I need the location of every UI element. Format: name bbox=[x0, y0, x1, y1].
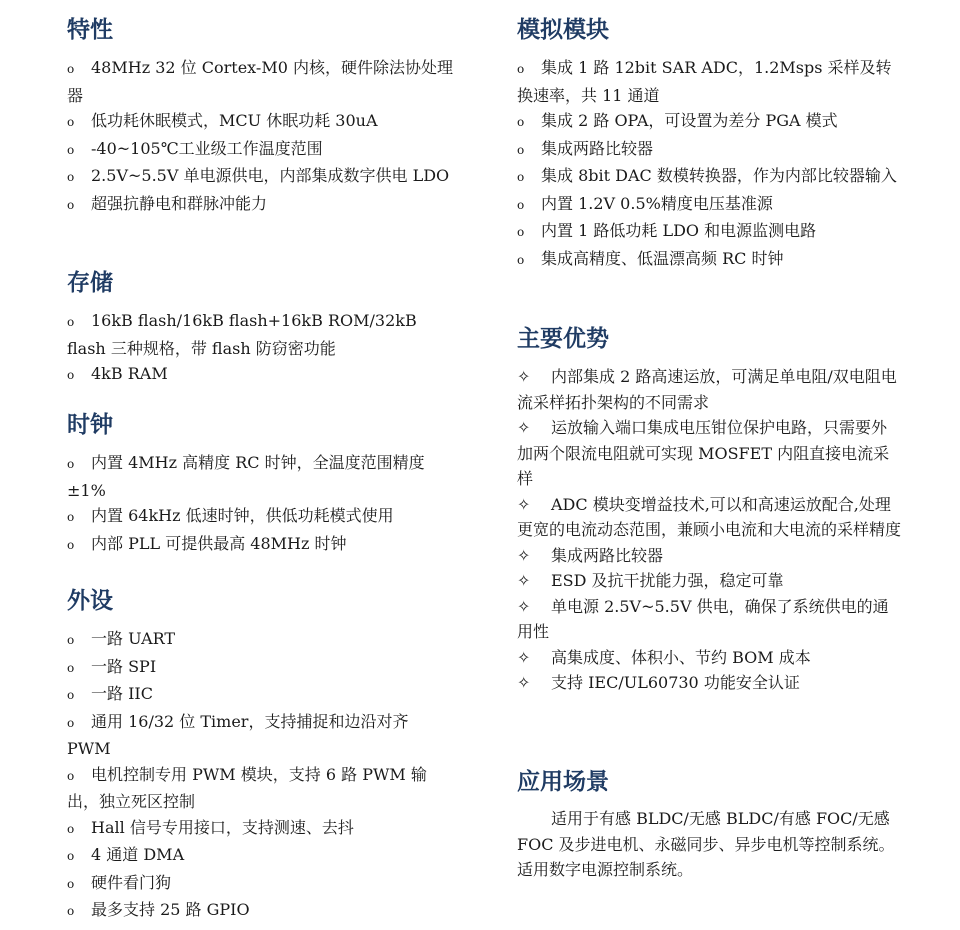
list-item bbox=[517, 246, 902, 274]
list-item bbox=[67, 108, 457, 136]
list-item-text: 高集成度、体积小、节约 BOM 成本 bbox=[551, 647, 811, 667]
list-item bbox=[67, 503, 457, 531]
list-item-text: 支持 IEC/UL60730 功能安全认证 bbox=[551, 673, 800, 692]
list-item-text: 内部 PLL 可提供最高 48MHz 时钟 bbox=[91, 533, 347, 553]
circle-bullet-icon: o bbox=[67, 142, 75, 157]
circle-bullet-icon: o bbox=[517, 115, 525, 129]
list-item-text: 4kB RAM bbox=[91, 364, 168, 383]
list-item-text: 内部集成 2 路高速运放，可满足单电阻/双电阻电流采样拓扑架构的不同需求 bbox=[517, 367, 897, 412]
list-item-text: 一路 SPI bbox=[91, 656, 157, 676]
circle-bullet-icon: o bbox=[67, 170, 75, 184]
circle-bullet-icon: o bbox=[67, 537, 75, 552]
list-item-text: Hall 信号专用接口，支持测速、去抖 bbox=[91, 817, 354, 837]
list-item bbox=[67, 361, 457, 389]
list-item bbox=[67, 897, 457, 925]
list-item-text: 集成 1 路 12bit SAR ADC，1.2Msps 采样及转换速率，共 11 通道 bbox=[517, 58, 892, 105]
list-item bbox=[67, 163, 457, 191]
circle-bullet-icon: o bbox=[517, 197, 525, 212]
advantages-section bbox=[517, 322, 902, 696]
list-item-text: 电机控制专用 PWM 模块，支持 6 路 PWM 输出，独立死区控制 bbox=[67, 764, 427, 811]
diamond-bullet-icon: ✧ bbox=[517, 494, 531, 514]
diamond-bullet-icon: ✧ bbox=[517, 647, 531, 667]
advantages-list bbox=[517, 364, 902, 696]
circle-bullet-icon: o bbox=[517, 252, 525, 267]
list-item-text: 低功耗休眠模式，MCU 休眠功耗 30uA bbox=[91, 111, 378, 130]
peripherals-section bbox=[67, 584, 457, 925]
applications-text: 适用于有感 BLDC/无感 BLDC/有感 FOC/无感 FOC 及步进电机、永磁同步、异步电机等控制系统。适用数字电源控制系统。 bbox=[517, 809, 895, 879]
circle-bullet-icon: o bbox=[67, 510, 75, 524]
list-item-text: 2.5V~5.5V 单电源供电，内部集成数字供电 LDO bbox=[91, 166, 450, 185]
list-item bbox=[67, 626, 457, 654]
list-item bbox=[67, 709, 457, 762]
list-item bbox=[517, 218, 902, 246]
list-item-text: 集成 8bit DAC 数模转换器，作为内部比较器输入 bbox=[541, 166, 897, 185]
features-section bbox=[67, 13, 457, 218]
circle-bullet-icon: o bbox=[67, 660, 75, 675]
list-item bbox=[67, 815, 457, 843]
list-item-text: 集成两路比较器 bbox=[551, 545, 664, 565]
diamond-bullet-icon: ✧ bbox=[517, 673, 531, 692]
list-item-text: 16kB flash/16kB flash+16kB ROM/32kB flash 三种规格，带 flash 防窃密功能 bbox=[67, 311, 417, 358]
list-item bbox=[67, 308, 457, 361]
features-heading: 特性 bbox=[67, 17, 113, 43]
storage-list bbox=[67, 308, 457, 389]
list-item-text: ESD 及抗干扰能力强，稳定可靠 bbox=[551, 571, 784, 590]
diamond-bullet-icon: ✧ bbox=[517, 418, 531, 437]
list-item bbox=[67, 191, 457, 219]
diamond-bullet-icon: ✧ bbox=[517, 545, 531, 565]
circle-bullet-icon: o bbox=[67, 849, 75, 863]
applications-section bbox=[517, 765, 902, 883]
list-item bbox=[67, 762, 457, 815]
list-item bbox=[517, 191, 902, 219]
analog-list bbox=[517, 55, 902, 273]
list-item bbox=[67, 55, 457, 108]
list-item-text: 超强抗静电和群脉冲能力 bbox=[91, 193, 268, 213]
circle-bullet-icon: o bbox=[517, 170, 525, 184]
peripherals-list bbox=[67, 626, 457, 925]
advantages-heading: 主要优势 bbox=[517, 326, 609, 352]
circle-bullet-icon: o bbox=[67, 715, 75, 730]
list-item-text: -40~105℃工业级工作温度范围 bbox=[91, 138, 323, 158]
circle-bullet-icon: o bbox=[67, 457, 75, 471]
circle-bullet-icon: o bbox=[67, 115, 75, 129]
diamond-bullet-icon: ✧ bbox=[517, 367, 531, 386]
circle-bullet-icon: o bbox=[67, 821, 75, 836]
circle-bullet-icon: o bbox=[67, 315, 75, 329]
circle-bullet-icon: o bbox=[67, 688, 75, 702]
list-item bbox=[517, 163, 902, 191]
list-item-text: 集成两路比较器 bbox=[541, 138, 654, 158]
list-item-text: 最多支持 25 路 GPIO bbox=[91, 900, 250, 919]
list-item bbox=[517, 645, 902, 671]
list-item bbox=[67, 136, 457, 164]
list-item bbox=[67, 870, 457, 898]
applications-heading: 应用场景 bbox=[517, 769, 609, 795]
circle-bullet-icon: o bbox=[67, 633, 75, 647]
clock-section bbox=[67, 408, 457, 558]
features-list bbox=[67, 55, 457, 218]
list-item bbox=[67, 842, 457, 870]
storage-section bbox=[67, 266, 457, 389]
list-item bbox=[517, 364, 902, 415]
list-item-text: 单电源 2.5V~5.5V 供电，确保了系统供电的通用性 bbox=[517, 596, 889, 641]
list-item bbox=[517, 594, 902, 645]
list-item-text: 一路 IIC bbox=[91, 684, 153, 703]
diamond-bullet-icon: ✧ bbox=[517, 596, 531, 616]
diamond-bullet-icon: ✧ bbox=[517, 571, 531, 590]
list-item-text: 内置 1 路低功耗 LDO 和电源监测电路 bbox=[541, 221, 817, 240]
list-item bbox=[517, 55, 902, 108]
list-item bbox=[517, 136, 902, 164]
circle-bullet-icon: o bbox=[67, 368, 75, 382]
list-item-text: 内置 64kHz 低速时钟，供低功耗模式使用 bbox=[91, 506, 394, 525]
list-item-text: 运放输入端口集成电压钳位保护电路，只需要外加两个限流电阻就可实现 MOSFET 内阻直接电流采样 bbox=[517, 418, 890, 488]
list-item bbox=[67, 450, 457, 503]
list-item bbox=[517, 568, 902, 594]
list-item-text: 一路 UART bbox=[91, 629, 176, 648]
list-item-text: ADC 模块变增益技术,可以和高速运放配合,处理更宽的电流动态范围，兼顾小电流和大电流的采样精度 bbox=[517, 494, 902, 539]
list-item bbox=[517, 415, 902, 492]
circle-bullet-icon: o bbox=[67, 197, 75, 212]
circle-bullet-icon: o bbox=[67, 904, 75, 918]
analog-heading: 模拟模块 bbox=[517, 17, 609, 43]
list-item-text: 内置 4MHz 高精度 RC 时钟，全温度范围精度 ±1% bbox=[67, 453, 425, 500]
storage-heading: 存储 bbox=[67, 270, 113, 296]
circle-bullet-icon: o bbox=[67, 876, 75, 891]
clock-list bbox=[67, 450, 457, 558]
list-item bbox=[517, 670, 902, 696]
circle-bullet-icon: o bbox=[517, 62, 525, 76]
list-item-text: 硬件看门狗 bbox=[91, 872, 172, 892]
circle-bullet-icon: o bbox=[67, 62, 75, 76]
list-item bbox=[67, 681, 457, 709]
analog-section bbox=[517, 13, 902, 273]
list-item-text: 48MHz 32 位 Cortex-M0 内核，硬件除法协处理器 bbox=[67, 58, 453, 105]
list-item-text: 集成高精度、低温漂高频 RC 时钟 bbox=[541, 248, 784, 268]
circle-bullet-icon: o bbox=[517, 225, 525, 239]
list-item bbox=[517, 543, 902, 569]
list-item bbox=[67, 531, 457, 559]
list-item bbox=[67, 654, 457, 682]
circle-bullet-icon: o bbox=[67, 768, 75, 783]
list-item-text: 4 通道 DMA bbox=[91, 845, 185, 864]
list-item bbox=[517, 492, 902, 543]
list-item-text: 内置 1.2V 0.5%精度电压基准源 bbox=[541, 193, 773, 213]
list-item-text: 通用 16/32 位 Timer，支持捕捉和边沿对齐 PWM bbox=[67, 711, 409, 758]
list-item-text: 集成 2 路 OPA，可设置为差分 PGA 模式 bbox=[541, 111, 838, 130]
circle-bullet-icon: o bbox=[517, 142, 525, 157]
peripherals-heading: 外设 bbox=[67, 588, 113, 614]
clock-heading: 时钟 bbox=[67, 412, 113, 438]
list-item bbox=[517, 108, 902, 136]
